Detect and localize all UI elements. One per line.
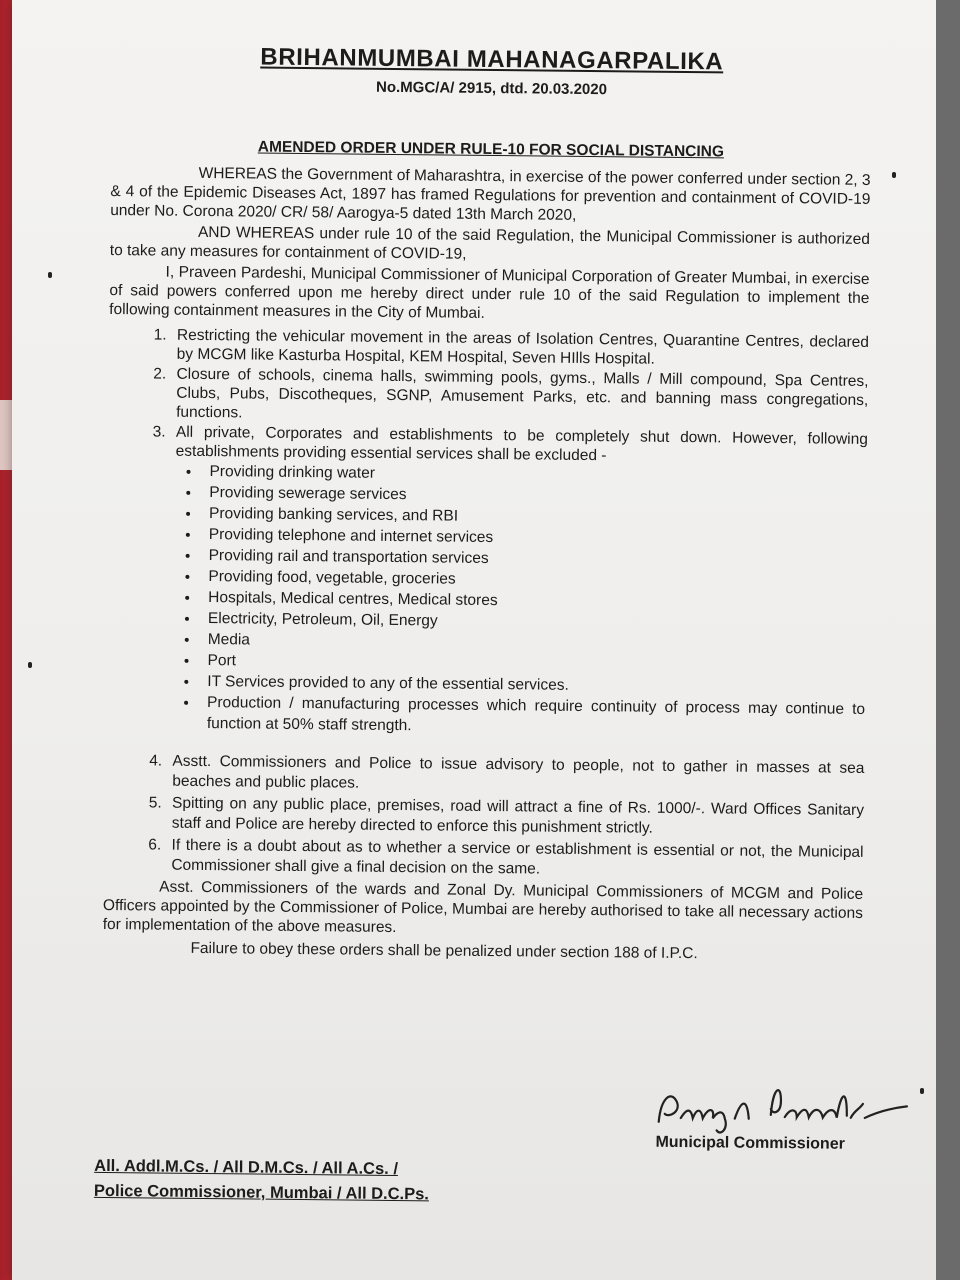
exclusion-item: • Electricity, Petroleum, Oil, Energy (200, 608, 866, 636)
document-body (93, 42, 872, 1204)
ink-speck (920, 1088, 924, 1094)
exclusion-item: • Providing telephone and internet services (201, 524, 867, 552)
exclusion-item: • IT Services provided to any of the essential services. (199, 671, 865, 699)
document-page (12, 0, 948, 1280)
measure-item: 1. Restricting the vehicular movement in the areas of Isolation Centres, Quarantine Centres, declared by MCGM like Kasturba Hospital, KEM Hospital, Seven HIlls Hospital. (171, 326, 869, 371)
penalty-paragraph: Failure to obey these orders shall be penalized under section 188 of I.P.C. (190, 939, 698, 963)
exclusion-item: • Providing sewerage services (201, 482, 867, 510)
paragraph-whereas: WHEREAS the Government of Maharashtra, in exercise of the power conferred under section 2, 3 & 4 of the Epidemic Diseases Act, 1897 has framed Regulations for prevention and containment of COVID-19 under No. Corona 2020/ CR/ 58/ Aarogya-5 dated 13th March 2020, (110, 164, 871, 224)
ink-speck (892, 172, 896, 178)
copy-to-block (94, 1154, 429, 1208)
organization-name: BRIHANMUMBAI MAHANAGARPALIKA (260, 43, 724, 76)
exclusion-item: • Hospitals, Medical centres, Medical stores (200, 587, 866, 615)
measure-item: 3. All private, Corporates and establishments to be completely shut down. However, following establishments providing essential services shall be excluded - • Providing drinking water • Providing sewerage services • Providing banking services, and RBI • Providing telephone and internet services • Providing rail and transportation services • Providing food, vegetable, groceries • Hospitals, Medical centres, Medical stores • Electricity, Petroleum, Oil, Energy • Media • Port • IT Services provided to any of the essential services. • Production / manufacturing processes which require continuity of process may continue to function at 50% staff strength. (167, 423, 868, 741)
exclusion-item: • Port (199, 650, 865, 678)
order-title: AMENDED ORDER UNDER RULE-10 FOR SOCIAL DISTANCING (257, 138, 725, 161)
measure-item: 6. If there is a doubt about as to whether a service or establishment is essential or not, the Municipal Commissioner shall give a final decision on the same. (165, 836, 863, 883)
paragraph-and-whereas: AND WHEREAS under rule 10 of the said Regulation, the Municipal Commissioner is authorized to take any measures for containment of COVID-19, (109, 223, 871, 263)
ink-speck (48, 272, 52, 278)
measure-item: 5. Spitting on any public place, premises, road will attract a fine of Rs. 1000/-. Ward Offices Sanitary staff and Police are hereby directed to enforce this punishment strictly. (166, 794, 864, 841)
measures-list (105, 325, 869, 741)
exclusion-item: • Providing food, vegetable, groceries (200, 566, 866, 594)
signatory-designation: Municipal Commissioner (655, 1133, 845, 1153)
measure-item: 4. Asstt. Commissioners and Police to issue advisory to people, not to gather in masses at sea beaches and public places. (166, 752, 864, 799)
signature (651, 1078, 912, 1141)
copy-to-line-2: Police Commissioner, Mumbai / All D.C.Ps. (93, 1181, 430, 1204)
page-edge-shadow (936, 0, 960, 1280)
exclusions-list (173, 461, 868, 741)
exclusion-item: • Production / manufacturing processes which require continuity of process may continue to function at 50% staff strength. (199, 692, 865, 741)
exclusion-item: • Providing banking services, and RBI (201, 503, 867, 531)
exclusion-item: • Media (200, 629, 866, 657)
copy-to-line-1: All. Addl.M.Cs. / All D.M.Cs. / All A.Cs. / (94, 1156, 399, 1179)
exclusion-item: • Providing drinking water (201, 461, 867, 489)
exclusion-item: • Providing rail and transportation services (201, 545, 867, 573)
closing-paragraph: Asst. Commissioners of the wards and Zonal Dy. Municipal Commissioners of MCGM and Police Officers appointed by the Commissioner of Police, Mumbai are hereby authorised to take all necessary actions for implementation of the above measures. (102, 878, 864, 937)
measure-item: 2. Closure of schools, cinema halls, swimming pools, gyms., Malls / Mill compound, Spa Centres, Clubs, Pubs, Discotheques, SGNP, Amusement Parks, etc. and banning mass congregations, functions. (170, 365, 869, 429)
reference-number: No.MGC/A/ 2915, dtd. 20.03.2020 (375, 78, 608, 99)
paragraph-direction: I, Praveen Pardeshi, Municipal Commissioner of Municipal Corporation of Greater Mumbai, in exercise of said powers conferred upon me hereby direct under rule 10 of the said Regulation to implement the following containment measures in the City of Mumbai. (109, 263, 870, 322)
measures-list-continued (103, 751, 864, 883)
ink-speck (28, 662, 32, 668)
